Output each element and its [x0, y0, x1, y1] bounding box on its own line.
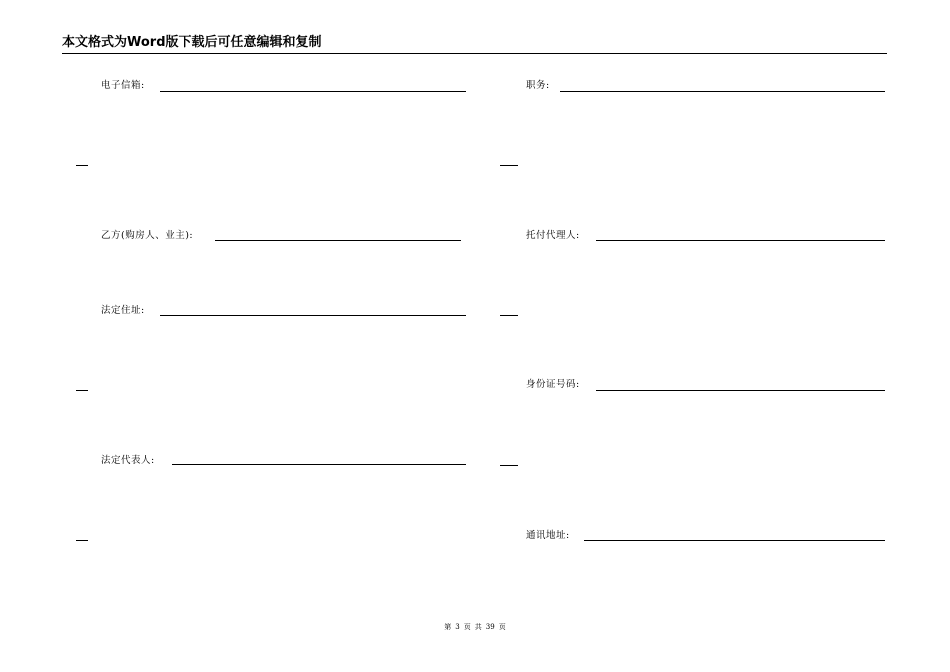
page-number: 3: [455, 623, 460, 631]
agent-label: 托付代理人:: [526, 230, 580, 241]
legal-address-underline: [160, 315, 466, 316]
total-prefix: 共: [474, 623, 482, 631]
legal-address-label: 法定住址:: [101, 305, 145, 316]
total-unit: 页: [498, 623, 506, 631]
page-unit: 页: [463, 623, 471, 631]
contact-address-label: 通讯地址:: [526, 530, 570, 541]
agent-underline: [596, 240, 885, 241]
legal-rep-label: 法定代表人:: [101, 455, 155, 466]
email-underline: [160, 91, 466, 92]
right-dash: [500, 465, 518, 466]
party-b-label: 乙方(购房人、业主):: [101, 230, 194, 241]
total-pages: 39: [485, 623, 495, 631]
id-number-underline: [596, 390, 885, 391]
page-prefix: 第: [444, 623, 452, 631]
page-header-title: 本文格式为Word版下载后可任意编辑和复制: [62, 35, 322, 50]
position-label: 职务:: [526, 80, 550, 91]
email-label: 电子信箱:: [101, 80, 145, 91]
contact-address-underline: [584, 540, 885, 541]
right-dash: [500, 315, 518, 316]
left-dash: [76, 165, 88, 166]
page-footer: [0, 622, 950, 632]
position-underline: [560, 91, 885, 92]
id-number-label: 身份证号码:: [526, 379, 580, 390]
left-dash: [76, 390, 88, 391]
party-b-underline: [215, 240, 461, 241]
left-dash: [76, 540, 88, 541]
legal-rep-underline: [172, 464, 466, 465]
header-divider: [62, 53, 887, 54]
right-dash: [500, 165, 518, 166]
